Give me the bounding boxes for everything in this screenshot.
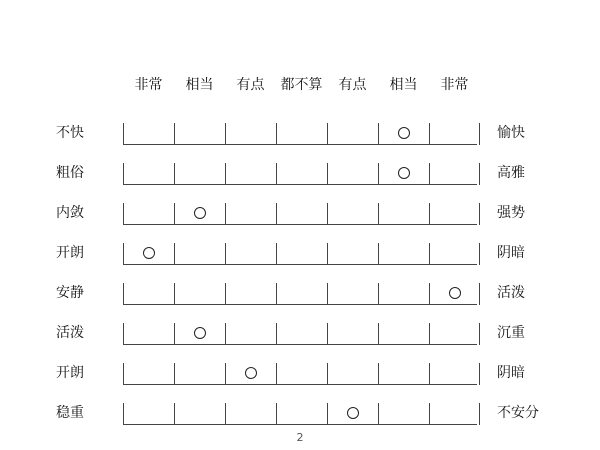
scale-header-label: 非常 — [440, 77, 469, 93]
rating-scale[interactable] — [123, 323, 477, 345]
scale-tick — [174, 203, 175, 225]
row-right-label: 高雅 — [497, 165, 525, 181]
row-right-label: 阴暗 — [497, 365, 525, 381]
scale-tick — [327, 363, 328, 385]
scale-tick — [479, 123, 480, 145]
scale-tick — [276, 163, 277, 185]
rating-scale[interactable] — [123, 283, 477, 305]
scale-tick — [123, 123, 124, 145]
scale-tick — [479, 363, 480, 385]
selected-circle-mark[interactable] — [194, 207, 206, 219]
scale-tick — [429, 203, 430, 225]
scale-tick — [123, 323, 124, 345]
scale-tick — [174, 363, 175, 385]
row-right-label: 不安分 — [497, 405, 539, 421]
scale-tick — [378, 323, 379, 345]
scale-tick — [225, 203, 226, 225]
scale-header-label: 有点 — [338, 77, 367, 93]
scale-header-label: 相当 — [185, 77, 214, 93]
scale-tick — [174, 163, 175, 185]
scale-tick — [225, 243, 226, 265]
scale-tick — [479, 283, 480, 305]
row-left-label: 不快 — [56, 125, 84, 141]
scale-tick — [276, 123, 277, 145]
scale-tick — [429, 283, 430, 305]
scale-baseline — [123, 144, 477, 145]
scale-tick — [429, 163, 430, 185]
scale-tick — [429, 243, 430, 265]
scale-tick — [429, 403, 430, 425]
rating-scale[interactable] — [123, 203, 477, 225]
scale-tick — [327, 163, 328, 185]
scale-baseline — [123, 264, 477, 265]
scale-tick — [378, 163, 379, 185]
row-right-label: 阴暗 — [497, 245, 525, 261]
row-left-label: 安静 — [56, 285, 84, 301]
scale-tick — [479, 323, 480, 345]
scale-tick — [327, 243, 328, 265]
row-left-label: 活泼 — [56, 325, 84, 341]
scale-header-label: 相当 — [389, 77, 418, 93]
scale-tick — [174, 123, 175, 145]
page-number: 2 — [296, 431, 304, 444]
scale-tick — [378, 403, 379, 425]
scale-tick — [429, 123, 430, 145]
scale-tick — [276, 283, 277, 305]
rating-scale[interactable] — [123, 163, 477, 185]
selected-circle-mark[interactable] — [449, 287, 461, 299]
scale-tick — [429, 323, 430, 345]
scale-baseline — [123, 424, 477, 425]
scale-tick — [479, 203, 480, 225]
scale-baseline — [123, 224, 477, 225]
row-right-label: 沉重 — [497, 325, 525, 341]
scale-tick — [174, 323, 175, 345]
scale-tick — [276, 323, 277, 345]
row-left-label: 粗俗 — [56, 165, 84, 181]
scale-tick — [327, 403, 328, 425]
scale-tick — [225, 283, 226, 305]
scale-tick — [123, 283, 124, 305]
scale-tick — [479, 243, 480, 265]
scale-tick — [123, 363, 124, 385]
scale-tick — [123, 163, 124, 185]
scale-tick — [225, 363, 226, 385]
scale-tick — [123, 403, 124, 425]
scale-header-label: 非常 — [134, 77, 163, 93]
scale-header-label: 都不算 — [280, 77, 323, 93]
selected-circle-mark[interactable] — [398, 167, 410, 179]
scale-tick — [276, 363, 277, 385]
scale-tick — [327, 283, 328, 305]
scale-tick — [123, 243, 124, 265]
scale-tick — [225, 403, 226, 425]
scale-tick — [174, 283, 175, 305]
scale-tick — [479, 403, 480, 425]
row-right-label: 愉快 — [497, 125, 525, 141]
scale-baseline — [123, 184, 477, 185]
row-right-label: 强势 — [497, 205, 525, 221]
row-left-label: 开朗 — [56, 365, 84, 381]
scale-tick — [378, 283, 379, 305]
row-right-label: 活泼 — [497, 285, 525, 301]
scale-tick — [276, 203, 277, 225]
scale-tick — [378, 363, 379, 385]
scale-baseline — [123, 344, 477, 345]
row-left-label: 稳重 — [56, 405, 84, 421]
scale-tick — [225, 323, 226, 345]
scale-header-label: 有点 — [236, 77, 265, 93]
scale-tick — [327, 203, 328, 225]
rating-scale[interactable] — [123, 243, 477, 265]
scale-tick — [225, 163, 226, 185]
selected-circle-mark[interactable] — [398, 127, 410, 139]
scale-tick — [378, 203, 379, 225]
rating-scale[interactable] — [123, 123, 477, 145]
rating-scale[interactable] — [123, 403, 477, 425]
scale-tick — [429, 363, 430, 385]
rating-scale[interactable] — [123, 363, 477, 385]
scale-baseline — [123, 384, 477, 385]
scale-tick — [378, 123, 379, 145]
scale-tick — [327, 123, 328, 145]
scale-tick — [378, 243, 379, 265]
scale-tick — [479, 163, 480, 185]
row-left-label: 开朗 — [56, 245, 84, 261]
selected-circle-mark[interactable] — [194, 327, 206, 339]
scale-tick — [123, 203, 124, 225]
scale-tick — [327, 323, 328, 345]
scale-baseline — [123, 304, 477, 305]
scale-tick — [276, 403, 277, 425]
scale-tick — [174, 403, 175, 425]
row-left-label: 内敛 — [56, 205, 84, 221]
scale-tick — [225, 123, 226, 145]
selected-circle-mark[interactable] — [347, 407, 359, 419]
selected-circle-mark[interactable] — [245, 367, 257, 379]
scale-tick — [276, 243, 277, 265]
selected-circle-mark[interactable] — [143, 247, 155, 259]
scale-tick — [174, 243, 175, 265]
